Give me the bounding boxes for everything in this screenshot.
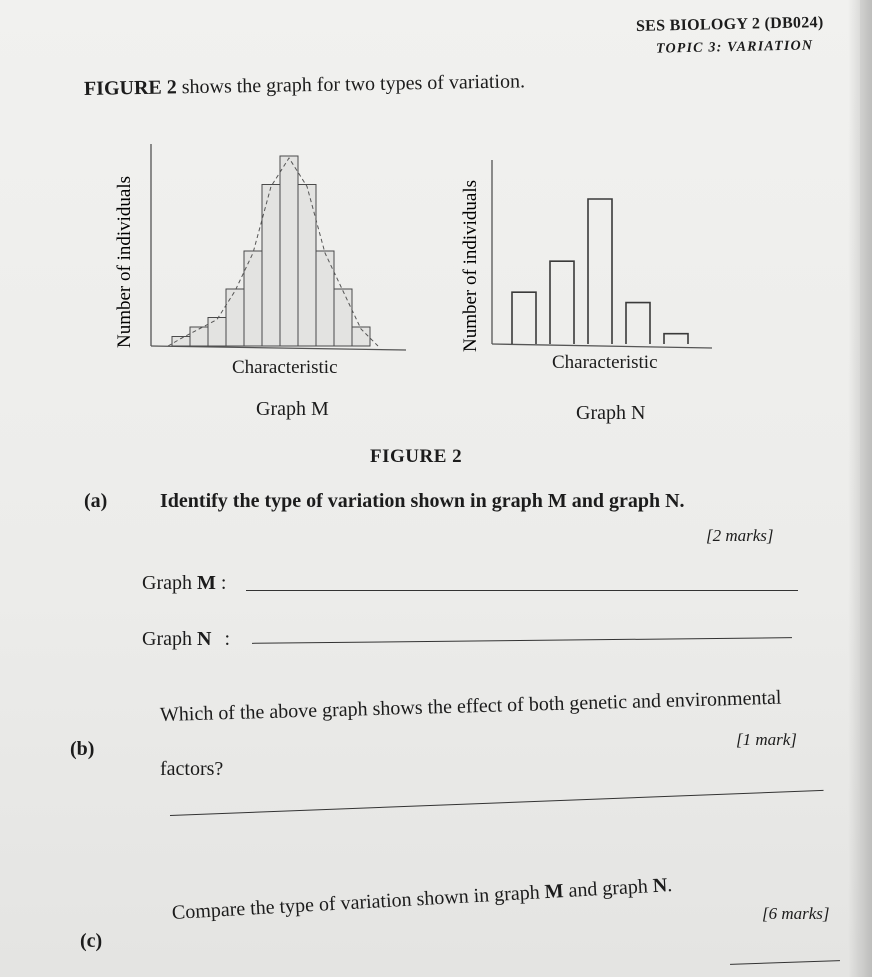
question-c-text: Compare the type of variation shown in graph M and graph N. xyxy=(171,874,673,924)
answer-m-line[interactable] xyxy=(246,590,798,591)
question-b-line2: factors? xyxy=(160,758,224,780)
graph-m-bar xyxy=(334,289,352,346)
question-a-label: (a) xyxy=(84,490,108,512)
question-b-line1: Which of the above graph shows the effect of both genetic and environmental xyxy=(159,686,782,726)
page-edge-shadow xyxy=(848,0,872,977)
graph-n-ylabel: Number of individuals xyxy=(460,179,481,352)
question-a-marks: [2 marks] xyxy=(706,526,774,545)
graph-m-xlabel: Characteristic xyxy=(232,357,338,378)
graph-m-caption: Graph M xyxy=(256,398,329,420)
graph-n-bar xyxy=(664,334,688,344)
graph-n-bar xyxy=(550,261,574,344)
graph-m-bar xyxy=(280,156,298,346)
intro-text: shows the graph for two types of variation. xyxy=(181,70,526,99)
graph-n-x-axis xyxy=(492,344,712,348)
question-b-label: (b) xyxy=(70,738,95,760)
question-c-marks: [6 marks] xyxy=(762,904,830,923)
graph-n-caption: Graph N xyxy=(576,402,646,424)
answer-n-label: Graph N : xyxy=(142,628,230,650)
graph-m-bar xyxy=(244,251,262,346)
graph-m-x-axis xyxy=(151,346,406,350)
graph-n-xlabel: Characteristic xyxy=(552,352,658,373)
topic-title: TOPIC 3: VARIATION xyxy=(655,38,814,57)
graph-m-bar xyxy=(208,318,226,347)
graph-n xyxy=(452,130,722,360)
graph-m-bar xyxy=(190,327,208,346)
intro-figure-ref: FIGURE 2 xyxy=(83,76,177,100)
course-code: SES BIOLOGY 2 (DB024) xyxy=(635,14,824,35)
figure-caption: FIGURE 2 xyxy=(370,446,463,467)
graph-n-bar xyxy=(512,292,536,344)
graph-m xyxy=(110,120,420,390)
question-b-marks: [1 mark] xyxy=(736,730,797,749)
graph-m-bar xyxy=(226,289,244,346)
graph-m-bar xyxy=(352,327,370,346)
graph-n-bar xyxy=(626,303,650,344)
question-c-label: (c) xyxy=(80,930,103,952)
graph-m-bar xyxy=(172,337,190,347)
question-a-text: Identify the type of variation shown in graph M and graph N. xyxy=(160,490,685,512)
graph-n-bar xyxy=(588,199,612,344)
graph-m-ylabel: Number of individuals xyxy=(114,175,135,348)
answer-m-label: Graph M : xyxy=(142,572,227,594)
